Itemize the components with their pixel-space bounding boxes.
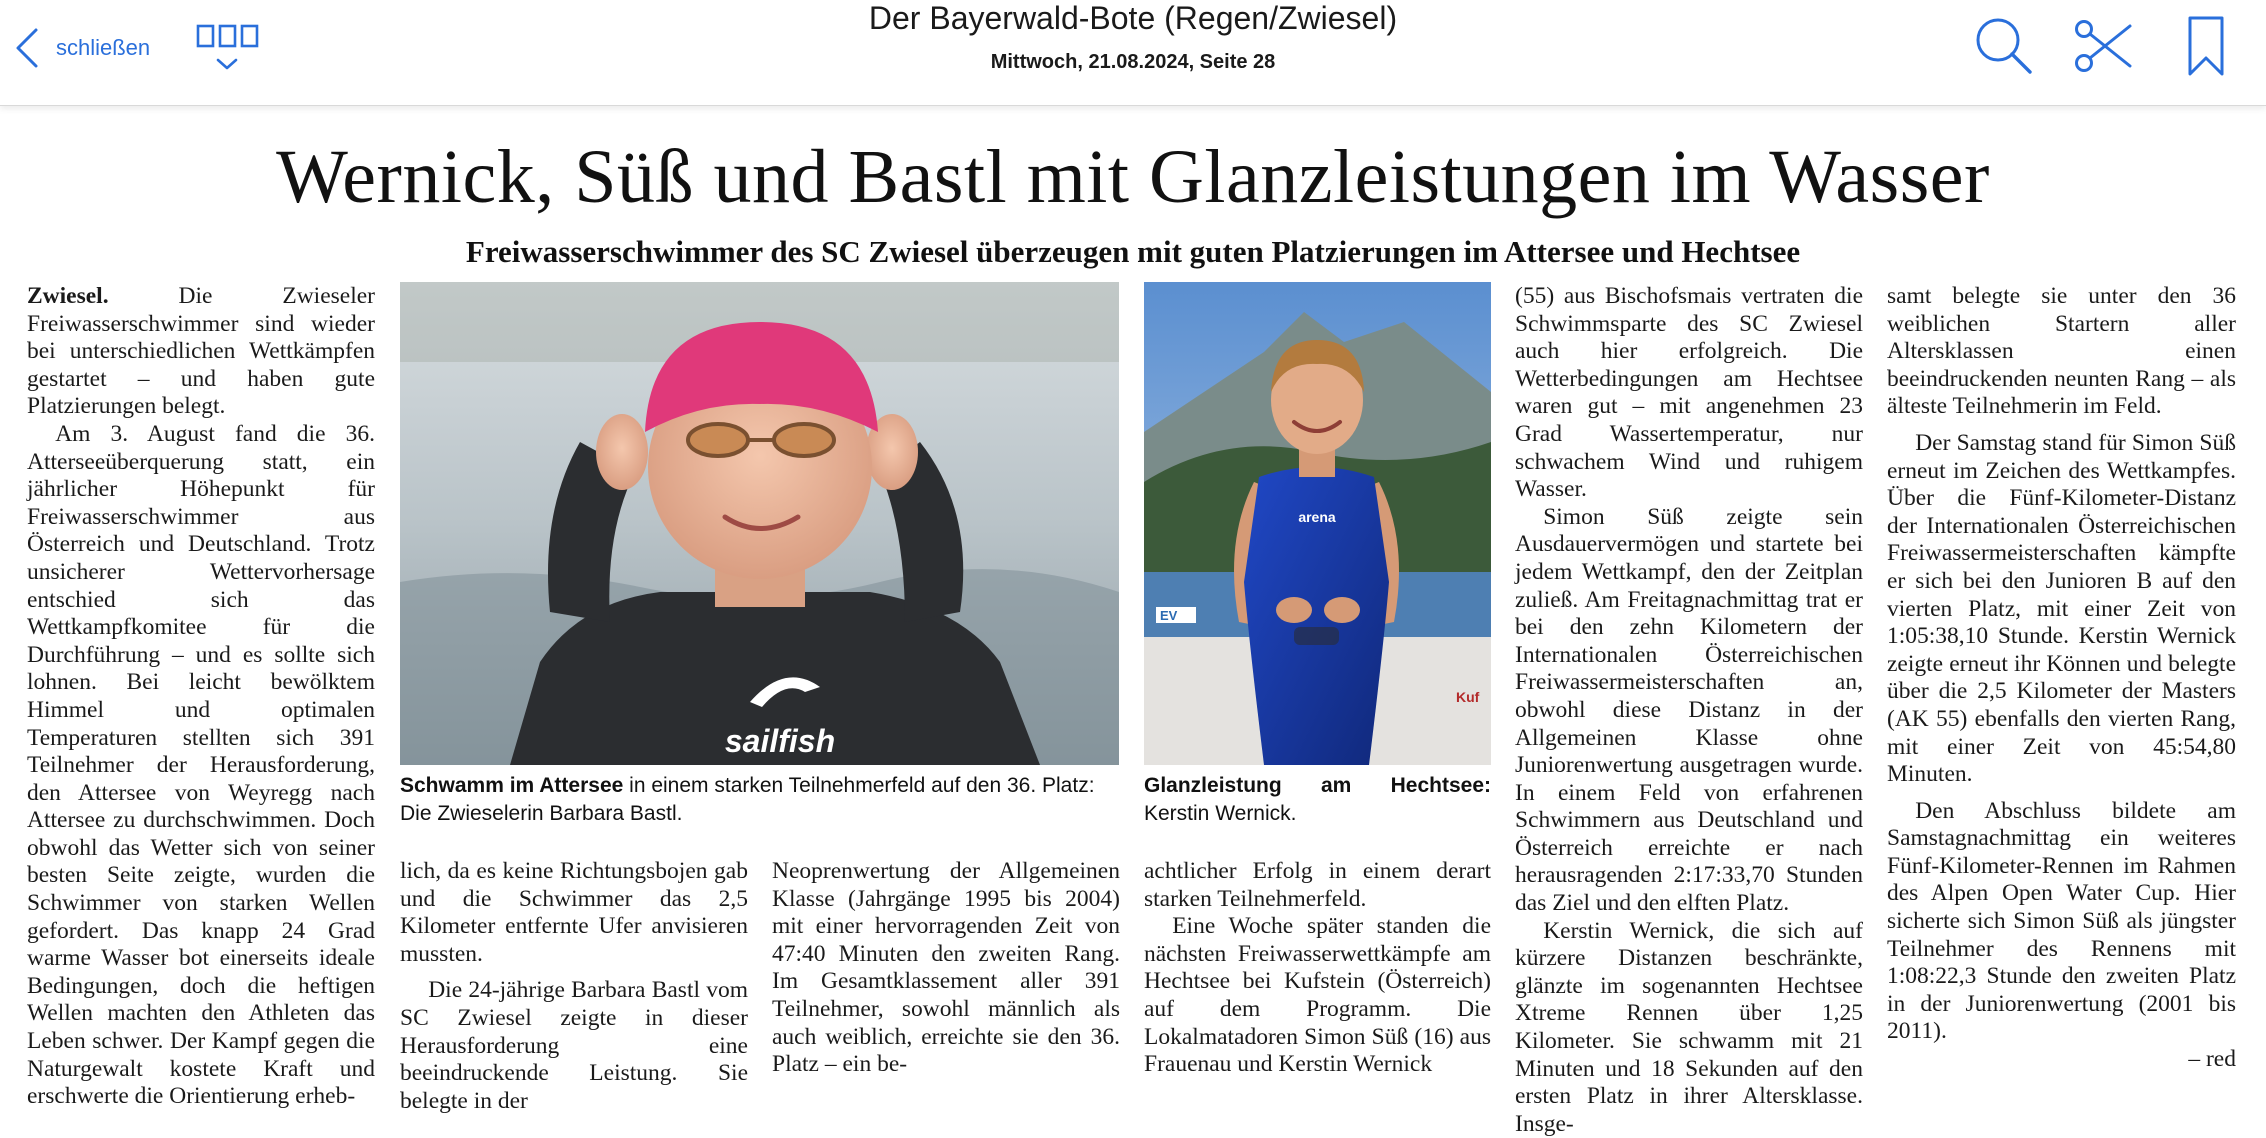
- article-paragraph: Den Abschluss bildete am Samstagnachmittag ein weiteres Fünf-Kilometer-Rennen im Rahmen des Alpen Open Water Cup. Hier sicherte sich Simon Süß als jüngster Teilnehmer des Rennens mit 1:08:22,3 Stunde den zweiten Platz in der Juniorenwertung (2001 bis 2011).: [1887, 797, 2236, 1045]
- article-paragraph: Simon Süß zeigte sein Ausdauervermögen und startete bei jedem Wettkampf, den der Zeitplan zuließ. Am Freitagnachmittag trat er bei den zehn Kilometern der Internationalen Österreichischen Freiwassermeisterschaften an, obwohl diese Distanz in der Allgemeinen Klasse ohne Juniorenwertung ausgetragen wurde. In einem Feld von erfahrenen Schwimmern aus Deutschland und Österreich erreichte er nach herausragenden 2:17:33,70 Stunden das Ziel und den elften Platz.: [1515, 503, 1863, 917]
- photo-caption-1: [400, 772, 1119, 828]
- author-signoff: – red: [2188, 1046, 2236, 1073]
- article-headline: Wernick, Süß und Bastl mit Glanzleistungen im Wasser: [276, 135, 1990, 219]
- swimmer-photo-2: [1144, 282, 1491, 765]
- caption-text: in einem starken Teilnehmerfeld auf den 36. Platz: Die Zwieselerin Barbara Bastl.: [400, 774, 1095, 825]
- scissors-icon: [2072, 14, 2136, 78]
- chevron-left-icon: [14, 26, 40, 70]
- reader-toolbar: [0, 0, 2266, 106]
- article-column-1: [27, 283, 375, 1111]
- banner-text: Kuf: [1456, 689, 1480, 705]
- article-column-3: [772, 858, 1120, 1079]
- caption-text: Kerstin Wernick.: [1144, 802, 1297, 825]
- article-paragraph: achtlicher Erfolg in einem derart starken Teilnehmerfeld.: [1144, 858, 1491, 912]
- publication-title: Der Bayerwald-Bote (Regen/Zwiesel): [868, 0, 1398, 36]
- bookmark-icon: [2174, 14, 2238, 78]
- article-subheadline: Freiwasserschwimmer des SC Zwiesel überzeugen mit guten Platzierungen im Attersee und Hechtsee: [465, 234, 1801, 269]
- dateline: Zwiesel.: [27, 283, 109, 309]
- paragraph-text: Die Zwieseler Freiwasserschwimmer sind wieder bei unterschiedlichen Wettkämpfen gestartet – und haben gute Platzierungen belegt.: [27, 283, 376, 420]
- wetsuit-brand-text: sailfish: [724, 723, 836, 759]
- caption-bold: Schwamm im Attersee: [400, 774, 624, 797]
- article-paragraph: lich, da es keine Richtungsbojen gab und die Schwimmer das 2,5 Kilometer entfernte Ufer anvisieren mussten.: [400, 858, 748, 967]
- photo-barbara-bastl: [400, 282, 1119, 765]
- close-label: schließen: [56, 35, 151, 60]
- bookmark-button[interactable]: [2174, 14, 2238, 78]
- article-column-2: [400, 858, 748, 1115]
- page-overview-button[interactable]: [196, 22, 260, 78]
- pages-grid-icon: [198, 26, 257, 46]
- article-paragraph: Eine Woche später standen die nächsten Freiwasserwettkämpfe am Hechtsee bei Kufstein (Österreich) auf dem Programm. Die Lokalmatadoren Simon Süß (16) aus Frauenau und Kerstin Wernick: [1144, 913, 1491, 1078]
- article-column-5: [1515, 283, 1863, 1138]
- photo-caption-2: [1144, 772, 1491, 828]
- issue-date: Mittwoch, 21.08.2024, Seite 28: [990, 51, 1276, 73]
- article-paragraph: [27, 283, 375, 421]
- clip-article-button[interactable]: [2072, 14, 2136, 78]
- article-paragraph: Am 3. August fand die 36. Atterseeüberquerung statt, ein jährlicher Höhepunkt für Freiwasserschwimmer aus Österreich und Deutschland. Trotz unsicherer Wettervorhersage entschied sich das Wettkampfkomitee für die Durchführung – und es sollte sich lohnen. Bei leicht bewölktem Himmel und optimalen Temperaturen stellten sich 391 Teilnehmer der Herausforderung, den Attersee von Weyregg nach Attersee zu durchschwimmen. Doch obwohl das Wetter sich von seiner besten Seite zeigte, wurden die Schwimmer von starken Wellen gefordert. Das knapp 24 Grad warme Wasser bot einerseits ideale Bedingungen, doch die heftigen Wellen machten den Athleten das Leben schwer. Der Kampf gegen die Naturgewalt kostete Kraft und erschwerte die Orientierung erheb-: [27, 420, 375, 1110]
- banner-text-left: EV: [1160, 608, 1178, 623]
- search-button[interactable]: [1972, 14, 2036, 78]
- article-column-4: [1144, 858, 1491, 1079]
- chevron-down-icon: [218, 60, 236, 68]
- article-paragraph: Neoprenwertung der Allgemeinen Klasse (Jahrgänge 1995 bis 2004) mit einer hervorragenden Zeit von 47:40 Minuten den zweiten Rang. Im Gesamtklassement aller 391 Teilnehmer, sowohl männlich als auch weiblich, erreichte sie den 36. Platz – ein be-: [772, 858, 1120, 1078]
- article-paragraph: Die 24-jährige Barbara Bastl vom SC Zwiesel zeigte in dieser Herausforderung eine beeindruckende Leistung. Sie belegte in der: [400, 977, 748, 1114]
- article-paragraph: Der Samstag stand für Simon Süß erneut im Zeichen des Wettkampfes. Über die Fünf-Kilometer-Distanz der Internationalen Österreichischen Freiwassermeisterschaften kämpfte er sich bei den Junioren B auf den vierten Platz, mit einer Zeit von 1:05:38,10 Stunde. Kerstin Wernick zeigte erneut ihr Können und belegte über die 2,5 Kilometer der Masters (AK 55) ebenfalls den vierten Rang, mit einer Zeit von 45:54,80 Minuten.: [1887, 429, 2236, 788]
- suit-brand-text: arena: [1298, 509, 1336, 525]
- publication-header: [583, 0, 1683, 74]
- close-button[interactable]: [14, 26, 150, 70]
- article-paragraph: samt belegte sie unter den 36 weiblichen Startern aller Altersklassen einen beeindruckenden neunten Rang – als älteste Teilnehmerin im Feld.: [1887, 283, 2236, 420]
- photo-kerstin-wernick: [1144, 282, 1491, 765]
- swimmer-photo-1: [400, 282, 1119, 765]
- search-icon: [1972, 14, 2036, 78]
- article-column-6: [1887, 283, 2236, 1074]
- caption-bold: Glanzleistung am Hechtsee:: [1144, 774, 1491, 797]
- article-paragraph: (55) aus Bischofsmais vertraten die Schwimmsparte des SC Zwiesel auch hier erfolgreich. Die Wetterbedingungen am Hechtsee waren gut – mit angenehmen 23 Grad Wassertemperatur, nur schwachem Wind und ruhigem Wasser.: [1515, 283, 1863, 503]
- article-paragraph: Kerstin Wernick, die sich auf kürzere Distanzen beschränkte, glänzte im sogenannten Hechtsee Xtreme Rennen über 1,25 Kilometer. Sie schwamm mit 21 Minuten und 18 Sekunden auf den ersten Platz in ihrer Altersklasse. Insge-: [1515, 917, 1863, 1137]
